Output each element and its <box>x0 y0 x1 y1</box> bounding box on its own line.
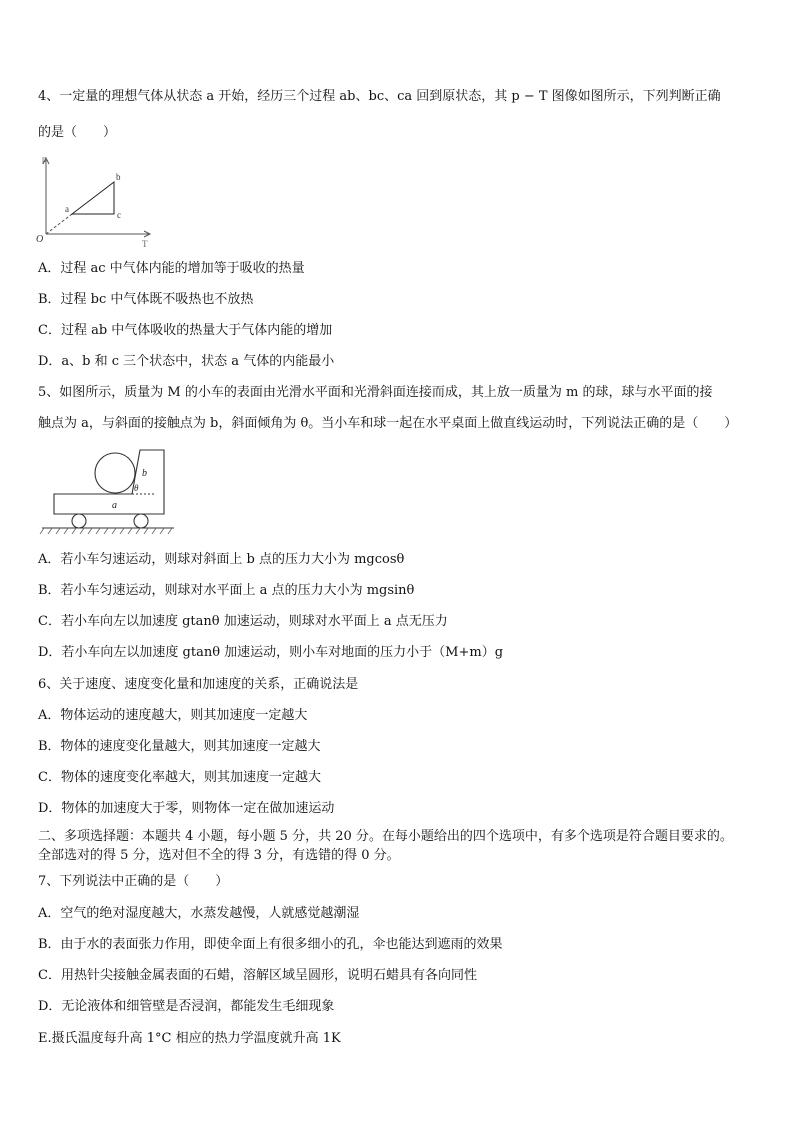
q7-option-b: B．由于水的表面张力作用，即使伞面上有很多细小的孔，伞也能达到遮雨的效果 <box>38 937 503 952</box>
q4-stem-line1: 4、一定量的理想气体从状态 a 开始，经历三个过程 ab、bc、ca 回到原状态，其 p − T 图像如图所示，下列判断正确 <box>38 89 721 104</box>
q7-stem: 7、下列说法中正确的是（ ） <box>38 874 229 889</box>
q7-option-d: D．无论液体和细管壁是否浸润，都能发生毛细现象 <box>38 999 335 1014</box>
section2-line2: 全部选对的得 5 分，选对但不全的得 3 分，有选错的得 0 分。 <box>38 848 400 863</box>
q5-label-b: b <box>142 468 147 479</box>
q4-option-a: A．过程 ac 中气体内能的增加等于吸收的热量 <box>38 261 305 276</box>
q5-option-b: B．若小车匀速运动，则球对水平面上 a 点的压力大小为 mgsinθ <box>38 583 415 598</box>
q4-pt-graph <box>32 152 162 250</box>
q4-option-b: B．过程 bc 中气体既不吸热也不放热 <box>38 292 254 307</box>
q5-label-a: a <box>112 500 117 511</box>
q5-option-d: D．若小车向左以加速度 gtanθ 加速运动，则小车对地面的压力小于（M+m）g <box>38 645 504 660</box>
q4-point-a: a <box>65 204 69 214</box>
section2-line1: 二、多项选择题：本题共 4 小题，每小题 5 分，共 20 分。在每小题给出的四个选项中，有多个选项是符合题目要求的。 <box>38 829 733 844</box>
q4-point-c: c <box>117 210 121 220</box>
q6-option-d: D．物体的加速度大于零，则物体一定在做加速运动 <box>38 801 335 816</box>
q4-x-axis-label: T <box>142 239 148 249</box>
q4-point-b: b <box>116 172 121 182</box>
q5-stem-line1: 5、如图所示，质量为 M 的小车的表面由光滑水平面和光滑斜面连接而成，其上放一质量为 m 的球，球与水平面的接 <box>38 385 713 400</box>
q7-option-c: C．用热针尖接触金属表面的石蜡，溶解区域呈圆形，说明石蜡具有各向同性 <box>38 968 477 983</box>
q4-origin-label: O <box>36 234 44 245</box>
q4-stem-line2: 的是（ ） <box>38 125 117 140</box>
q7-option-e: E.摄氏温度每升高 1°C 相应的热力学温度就升高 1K <box>38 1031 341 1046</box>
q6-option-a: A．物体运动的速度越大，则其加速度一定越大 <box>38 708 308 723</box>
q5-label-theta: θ <box>134 483 139 493</box>
q4-option-d: D．a、b 和 c 三个状态中，状态 a 气体的内能最小 <box>38 354 335 369</box>
q6-option-c: C．物体的速度变化率越大，则其加速度一定越大 <box>38 770 321 785</box>
q6-stem: 6、关于速度、速度变化量和加速度的关系，正确说法是 <box>38 677 359 692</box>
q5-cart-figure <box>38 446 178 538</box>
q4-option-c: C．过程 ab 中气体吸收的热量大于气体内能的增加 <box>38 323 333 338</box>
q6-option-b: B．物体的速度变化量越大，则其加速度一定越大 <box>38 739 321 754</box>
q5-option-c: C．若小车向左以加速度 gtanθ 加速运动，则球对水平面上 a 点无压力 <box>38 614 448 629</box>
q7-option-a: A．空气的绝对湿度越大，水蒸发越慢，人就感觉越潮湿 <box>38 906 360 921</box>
q4-y-axis-label: p <box>42 154 47 164</box>
q5-stem-line2: 触点为 a，与斜面的接触点为 b，斜面倾角为 θ。当小车和球一起在水平桌面上做直线运动时，下列说法正确的是（ ） <box>38 416 738 431</box>
q5-option-a: A．若小车匀速运动，则球对斜面上 b 点的压力大小为 mgcosθ <box>38 552 405 567</box>
